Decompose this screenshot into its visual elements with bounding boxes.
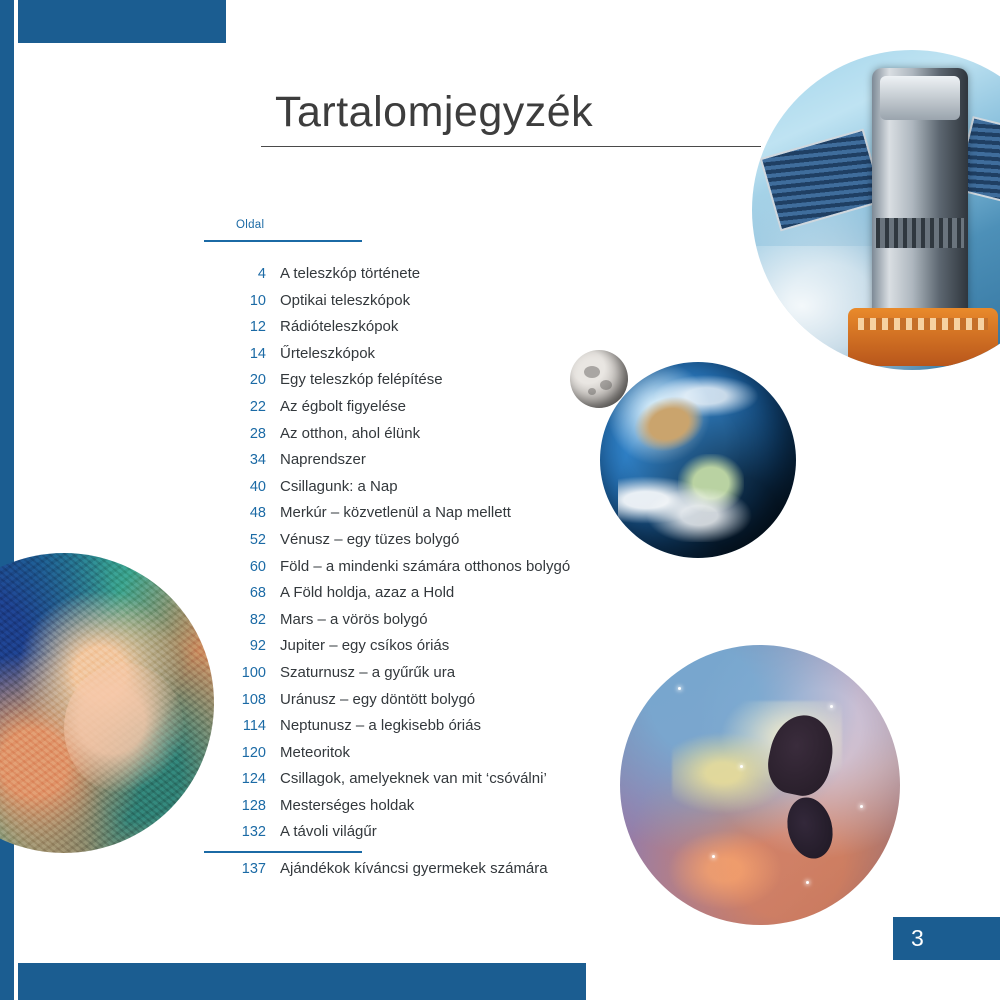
toc-entry-label: A távoli világűr	[280, 823, 377, 841]
toc-footer-entry-label: Ajándékok kíváncsi gyermekek számára	[280, 860, 548, 877]
earth-globe-photo	[600, 362, 796, 558]
toc-entry-label: Jupiter – egy csíkos óriás	[280, 637, 450, 655]
toc-entry-label: Csillagunk: a Nap	[280, 477, 398, 495]
toc-entry-page: 114	[242, 718, 266, 735]
toc-entry-label: Neptunusz – a legkisebb óriás	[280, 717, 481, 735]
toc-entry[interactable]	[204, 584, 764, 611]
module-detail	[848, 308, 998, 366]
toc-entry-label: Uránusz – egy döntött bolygó	[280, 690, 476, 708]
toc-entry[interactable]	[204, 292, 764, 319]
toc-entry-label: Meteoritok	[280, 743, 351, 761]
toc-entry-label: A teleszkóp története	[280, 265, 421, 282]
toc-entry[interactable]	[204, 265, 764, 292]
toc-entry-label: Föld – a mindenki számára otthonos bolygó	[280, 557, 571, 575]
star-detail	[806, 881, 809, 884]
toc-entry-page: 82	[249, 611, 266, 628]
toc-entry-label: Az otthon, ahol élünk	[280, 424, 421, 442]
storm-swirl-detail	[618, 472, 758, 542]
top-decoration-block	[18, 0, 226, 43]
star-detail	[678, 687, 681, 690]
toc-entry-page: 52	[249, 531, 266, 548]
toc-entry-page: 14	[249, 345, 266, 362]
footer-divider	[204, 851, 362, 853]
highland-region-detail	[64, 663, 184, 793]
toc-entry-label: Csillagok, amelyeknek van mit ‘csóválni’	[280, 770, 547, 788]
toc-entry-label: Egy teleszkóp felépítése	[280, 371, 443, 389]
telescope-body-detail	[872, 68, 968, 318]
toc-entry-page: 100	[241, 664, 266, 681]
toc-entry-label: Vénusz – egy tüzes bolygó	[280, 530, 460, 548]
toc-entry-label: A Föld holdja, azaz a Hold	[280, 584, 455, 602]
star-detail	[740, 765, 743, 768]
toc-entry-page: 132	[241, 824, 266, 841]
nebula-photo	[620, 645, 900, 925]
toc-entry-label: Mesterséges holdak	[280, 796, 415, 814]
toc-entry[interactable]	[204, 318, 764, 345]
toc-entry-page: 60	[249, 558, 266, 575]
bottom-decoration-block	[18, 963, 586, 1000]
column-header-page: Oldal	[236, 219, 265, 231]
crater-detail	[588, 388, 596, 395]
toc-entry-label: Az égbolt figyelése	[280, 397, 406, 415]
toc-entry-page: 40	[249, 478, 266, 495]
toc-entry-page: 22	[249, 398, 266, 415]
toc-entry-label: Optikai teleszkópok	[280, 291, 411, 309]
toc-entry-page: 4	[257, 266, 266, 282]
toc-entry-page: 34	[249, 452, 266, 469]
venus-radar-map-photo	[0, 553, 214, 853]
toc-entry-page: 12	[249, 319, 266, 336]
toc-entry-label: Mars – a vörös bolygó	[280, 610, 428, 628]
toc-entry-page: 120	[241, 744, 266, 761]
toc-entry-page: 68	[249, 585, 266, 602]
page-title: Tartalomjegyzék	[275, 88, 594, 136]
hubble-space-telescope-photo	[752, 50, 1000, 370]
toc-entry-page: 28	[249, 425, 266, 442]
toc-entry-page: 124	[241, 771, 266, 788]
column-header-divider	[204, 240, 362, 242]
crater-detail	[584, 366, 600, 378]
toc-entry-label: Űrteleszkópok	[280, 344, 376, 362]
moon-photo	[570, 350, 628, 408]
toc-entry-page: 128	[241, 797, 266, 814]
toc-entry[interactable]	[204, 611, 764, 638]
toc-entry-label: Rádióteleszkópok	[280, 318, 399, 336]
toc-entry[interactable]	[204, 558, 764, 585]
glow-detail	[660, 825, 790, 915]
star-detail	[712, 855, 715, 858]
solar-panel-left-detail	[760, 129, 885, 232]
crater-detail	[600, 380, 612, 390]
toc-entry-page: 10	[249, 292, 266, 309]
toc-entry-page: 20	[249, 372, 266, 389]
page-number: 3	[893, 917, 1000, 960]
title-divider	[261, 146, 761, 147]
star-detail	[830, 705, 833, 708]
toc-entry-page: 108	[241, 691, 266, 708]
toc-entry-label: Naprendszer	[280, 451, 366, 469]
toc-entry-label: Szaturnusz – a gyűrűk ura	[280, 663, 456, 681]
landmass-detail	[628, 388, 711, 459]
star-detail	[860, 805, 863, 808]
toc-entry-page: 92	[249, 638, 266, 655]
toc-footer-entry-page: 137	[241, 861, 266, 877]
toc-entry-page: 48	[249, 505, 266, 522]
toc-entry-label: Merkúr – közvetlenül a Nap mellett	[280, 504, 511, 522]
toc-entry[interactable]	[204, 637, 764, 664]
